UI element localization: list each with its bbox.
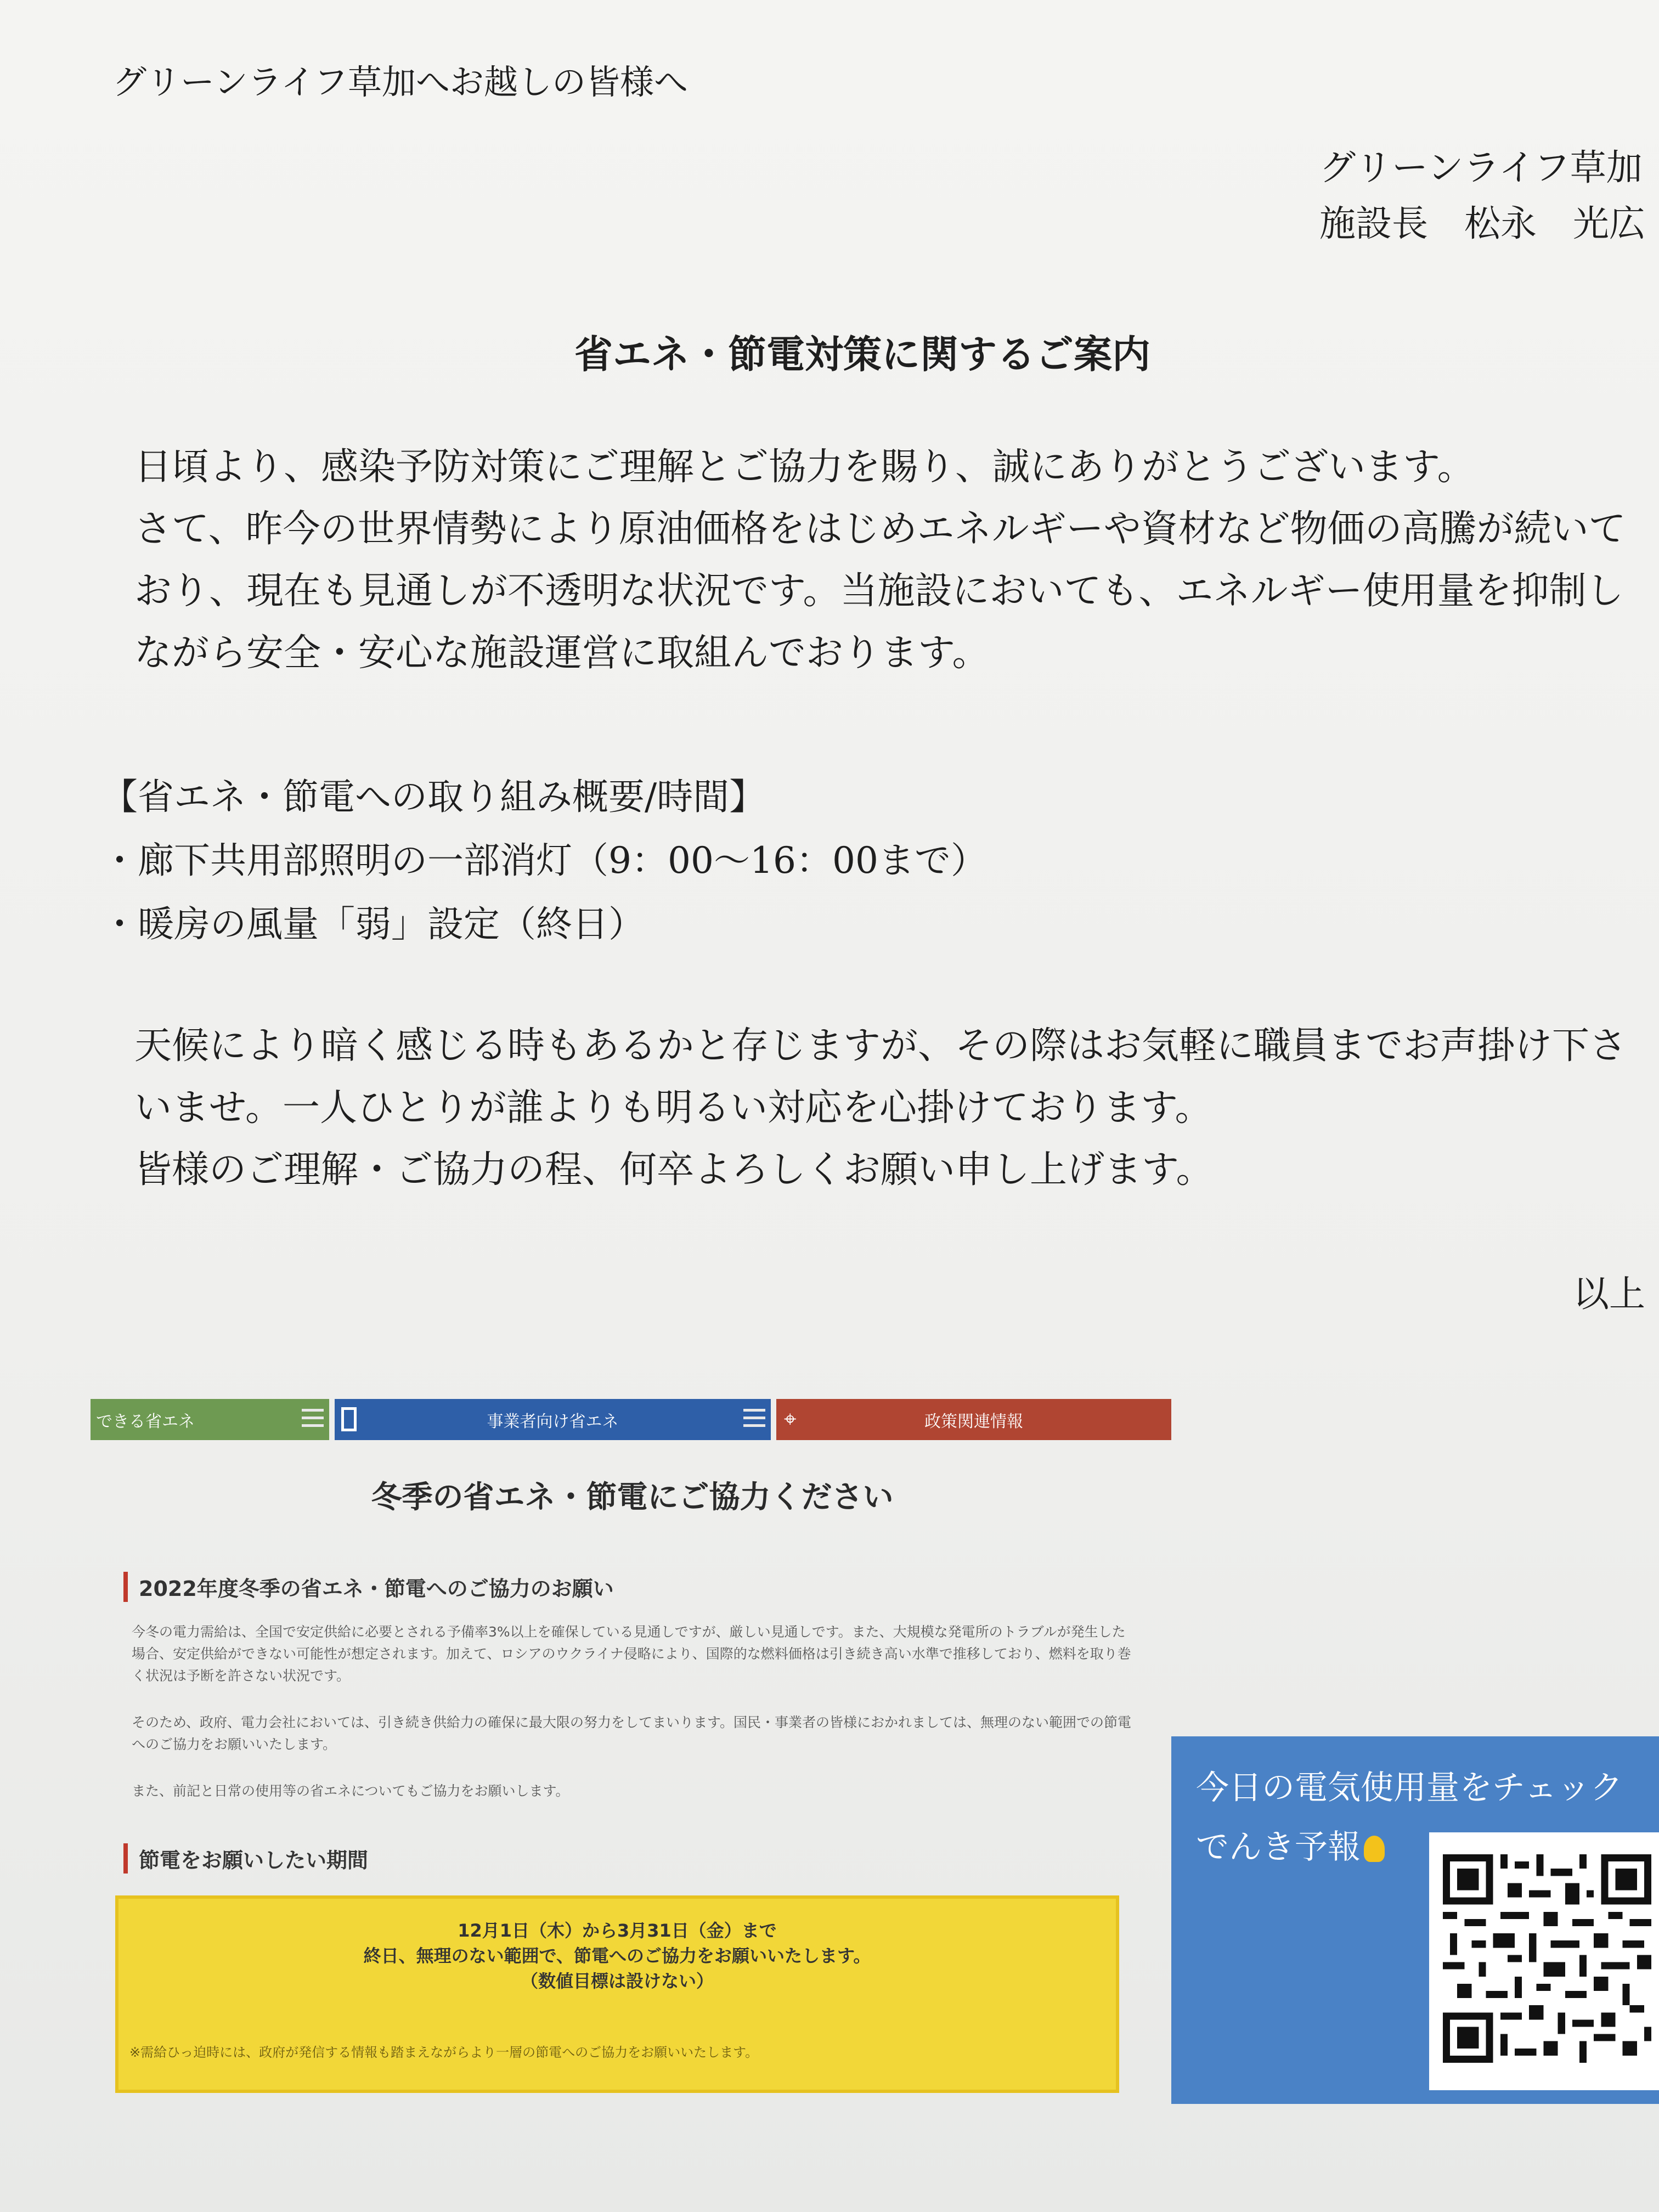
closing-mark: 以上 [1573,1273,1645,1315]
period-text [119,1918,1116,1994]
period-request: 終日、無理のない範囲で、節電へのご協力をお願いいたします。 [363,1945,871,1966]
measures-list [101,765,987,956]
web-body-text: また、前記と日常の使用等の省エネについてもご協力をお願いします。 [132,1783,569,1799]
qr-promo-line2: でんき予報 [1196,1828,1361,1866]
building-icon [341,1407,357,1431]
web-body-text: 今冬の電力需給は、全国で安定供給に必要とされる予備率3%以上を確保している見通しですが、厳しい見通しです。また、大規模な発電所のトラブルが発生した場合、安定供給ができない可能性が想定されます。加えて、ロシアのウクライナ侵略により、国際的な燃料価格は引き続き高い水準で推移しており、燃料を取り巻く状況は予断を許さない状況です。 [132,1624,1131,1684]
nav-label: できる省エネ [96,1412,195,1431]
closing-paragraphs [101,1015,1659,1201]
period-dates: 12月1日（木）から3月31日（金）まで [458,1920,777,1941]
measure-item: ・廊下共用部照明の一部消灯（9：00～16：00まで） [101,839,987,882]
web-body-text: そのため、政府、電力会社においては、引き続き供給力の確保に最大限の努力をしてまいります。国民・事業者の皆様におかれましては、無理のない範囲での節電へのご協力をお願いいたします。 [132,1714,1132,1752]
paragraph-weather: 天候により暗く感じる時もあるかと存じますが、その際はお気軽に職員までお声掛け下さいませ。一人ひとりが誰よりも明るい対応を心掛けております。 [134,1024,1627,1130]
measures-heading: 【省エネ・節電への取り組み概要/時間】 [101,776,766,818]
paragraph-greeting: 日頃より、感染予防対策にご理解とご協力を賜り、誠にありがとうございます。 [134,445,1475,489]
paragraph-situation: さて、昨今の世界情勢により原油価格をはじめエネルギーや資材など物価の高騰が続いており、現在も見通しが不透明な状況です。当施設においても、エネルギー使用量を抑制しながら安全・安心な施設運営に取組んでおります。 [134,507,1626,675]
nav-tab-policy [776,1399,1171,1440]
paragraph-thanks: 皆様のご理解・ご協力の程、何卒よろしくお願い申し上げます。 [134,1148,1214,1192]
qr-promo-line1: 今日の電気使用量をチェック [1196,1769,1623,1807]
map-icon: ⌖ [784,1407,797,1432]
lightbulb-icon [1364,1836,1385,1862]
intro-paragraphs [101,436,1659,684]
measure-item: ・暖房の風量「弱」設定（終日） [101,903,645,945]
nav-label: 事業者向け省エネ [487,1412,619,1431]
period-notice-box [115,1895,1119,2093]
period-note: ※需給ひっ迫時には、政府が発信する情報も踏まえながらより一層の節電へのご協力をお願いいたします。 [129,2045,759,2060]
web-printout [91,1391,1174,2109]
nav-tab-energy-saving [91,1399,329,1440]
web-section-heading: 2022年度冬季の省エネ・節電へのご協力のお願い [123,1572,614,1602]
menu-icon [743,1409,765,1429]
addressee: グリーンライフ草加へお越しの皆様へ [112,62,689,102]
sender-name: 施設長 松永 光広 [1319,202,1645,245]
sender-org: グリーンライフ草加 [1319,146,1643,189]
letter-title: 省エネ・節電対策に関するご案内 [574,331,1150,377]
qr-code [1443,1854,1651,2063]
nav-label: 政策関連情報 [924,1412,1023,1431]
sender-block [1319,140,1645,252]
menu-icon [302,1409,324,1429]
web-title: 冬季の省エネ・節電にご協力ください [371,1480,894,1515]
nav-tab-business [335,1399,771,1440]
web-section-heading: 節電をお願いしたい期間 [123,1843,368,1874]
web-navbar [91,1399,1171,1440]
period-target: （数値目標は設けない） [520,1971,714,1991]
qr-code-frame [1429,1832,1659,2090]
qr-promo-box [1171,1736,1659,2104]
